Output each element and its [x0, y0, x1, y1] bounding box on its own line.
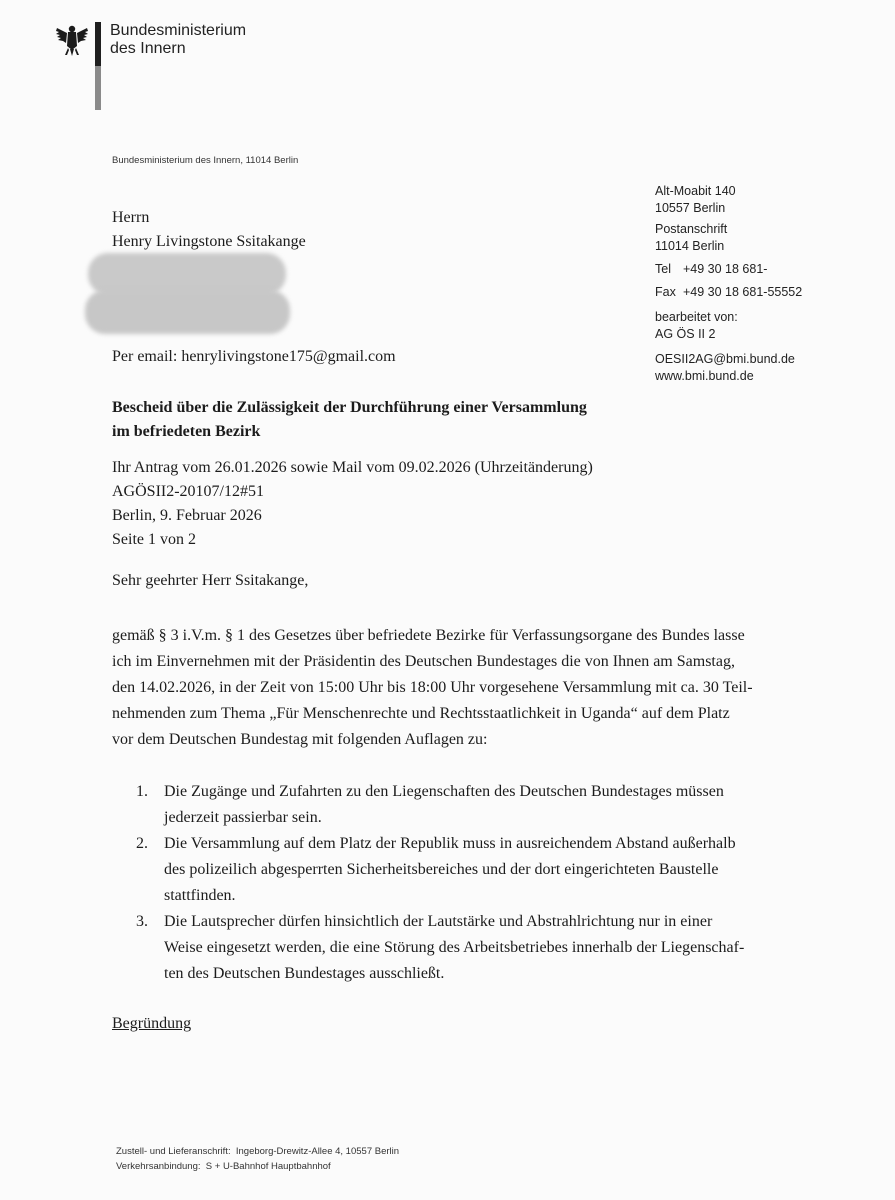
website: www.bmi.bund.de: [655, 369, 754, 383]
condition-item: [112, 779, 784, 831]
sender-street: Alt-Moabit 140: [655, 184, 736, 198]
recipient-name: Henry Livingstone Ssitakange: [112, 233, 306, 250]
reference-block: [112, 456, 593, 552]
transport-connection: Verkehrsanbindung: S + U-Bahnhof Hauptbahnhof: [116, 1161, 331, 1172]
condition-number: 2.: [136, 835, 148, 852]
handled-by-label: bearbeitet von:: [655, 310, 738, 324]
recipient-salutation: Herrn: [112, 209, 150, 226]
condition-line: des polizeilich abgesperrten Sicherheitsbereiches und der dort eingerichteten Baustelle: [164, 861, 719, 878]
file-number: AGÖSII2-20107/12#51: [112, 483, 264, 500]
body-line: ich im Einvernehmen mit der Präsidentin des Deutschen Bundestages die von Ihnen am Samstag,: [112, 653, 735, 670]
email-line: Per email: henrylivingstone175@gmail.com: [112, 348, 396, 365]
footer: [116, 1144, 399, 1174]
reasoning-heading: Begründung: [112, 1015, 192, 1032]
redacted-address-line-2: [85, 290, 290, 334]
tel-label: Tel: [655, 262, 671, 276]
brand-bar: [95, 22, 101, 110]
condition-line: Weise eingesetzt werden, die eine Störung des Arbeitsbetriebes innerhalb der Liegenschaf-: [164, 939, 745, 956]
condition-line: Die Zugänge und Zufahrten zu den Liegenschaften des Deutschen Bundestages müssen: [164, 783, 724, 800]
condition-line: Die Lautsprecher dürfen hinsichtlich der Lautstärke und Abstrahlrichtung nur in einer: [164, 913, 713, 930]
condition-item: [112, 831, 784, 909]
delivery-address: Zustell- und Lieferanschrift: Ingeborg-Drewitz-Allee 4, 10557 Berlin: [116, 1146, 400, 1157]
condition-line: stattfinden.: [164, 887, 236, 904]
handled-by-value: AG ÖS II 2: [655, 327, 716, 341]
subject-line-1: Bescheid über die Zulässigkeit der Durchführung einer Versammlung: [112, 399, 587, 416]
body-line: vor dem Deutschen Bundestag mit folgenden Auflagen zu:: [112, 731, 488, 748]
fax-label: Fax: [655, 285, 676, 299]
postal-city: 11014 Berlin: [655, 239, 725, 253]
body-line: gemäß § 3 i.V.m. § 1 des Gesetzes über befriedete Bezirke für Verfassungsorgane des Bundes lasse: [112, 627, 745, 644]
ministry-line-2: des Innern: [110, 40, 186, 57]
contact-email: OESII2AG@bmi.bund.de: [655, 352, 795, 366]
condition-line: jederzeit passierbar sein.: [164, 809, 322, 826]
sender-info-column: [655, 183, 855, 389]
letter-date: Berlin, 9. Februar 2026: [112, 507, 262, 524]
redacted-address-line-1: [88, 253, 286, 295]
return-address: Bundesministerium des Innern, 11014 Berlin: [112, 155, 299, 166]
body-line: den 14.02.2026, in der Zeit von 15:00 Uhr bis 18:00 Uhr vorgesehene Versammlung mit ca. 30 Teil-: [112, 679, 753, 696]
condition-item: [112, 909, 784, 987]
body-paragraph: [112, 623, 784, 753]
fax-value: +49 30 18 681-55552: [683, 285, 803, 299]
federal-eagle-icon: [55, 22, 89, 58]
condition-number: 3.: [136, 913, 148, 930]
greeting: Sehr geehrter Herr Ssitakange,: [112, 572, 309, 589]
conditions-list: [112, 779, 784, 987]
condition-line: ten des Deutschen Bundestages ausschließt.: [164, 965, 445, 982]
body-line: nehmenden zum Thema „Für Menschenrechte und Rechtsstaatlichkeit in Uganda“ auf dem Platz: [112, 705, 730, 722]
recipient-block: [112, 206, 306, 254]
condition-number: 1.: [136, 783, 148, 800]
subject-line-2: im befriedeten Bezirk: [112, 423, 261, 440]
request-reference: Ihr Antrag vom 26.01.2026 sowie Mail vom 09.02.2026 (Uhrzeitänderung): [112, 459, 593, 476]
postal-label: Postanschrift: [655, 222, 728, 236]
subject: [112, 396, 632, 444]
ministry-line-1: Bundesministerium: [110, 22, 247, 39]
condition-line: Die Versammlung auf dem Platz der Republik muss in ausreichendem Abstand außerhalb: [164, 835, 736, 852]
page-indicator: Seite 1 von 2: [112, 531, 196, 548]
ministry-name: [110, 22, 246, 58]
sender-city: 10557 Berlin: [655, 201, 726, 215]
tel-value: +49 30 18 681-: [683, 262, 768, 276]
